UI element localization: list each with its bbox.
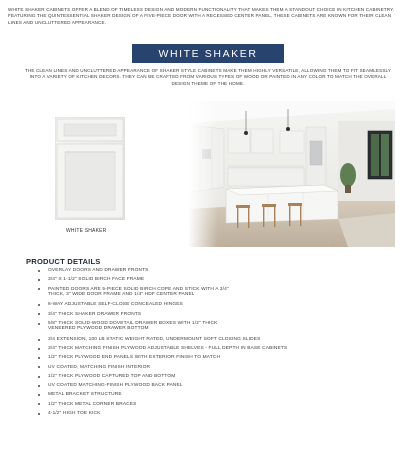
bullet-icon (38, 313, 40, 315)
detail-item (34, 326, 374, 335)
style-description: THE CLEAN LINES AND UNCLUTTERED APPEARANCE OF SHAKER STYLE CABINETS MAKE THEM HIGHLY VERSATILE, ALLOWING THEM TO FIT SEAMLESSLY INTO A VARIETY OF KITCHEN DECORS. THEY CAN BE CRAFTED FROM VARIOUS TYPES OF WOOD OR PAINTED IN ANY COLOR TO MATCH THE OVERALL DESIGN THEME OF THE HOME. (24, 68, 392, 86)
detail-item (34, 344, 374, 353)
bullet-icon (38, 403, 40, 405)
detail-item (34, 335, 374, 344)
detail-text: 3/4" THICK MATCHING FINISH PLYWOOD ADJUSTABLE SHELVES - FULL DEPTH IN BASE CABINETS (48, 346, 288, 352)
kitchen-photo (188, 101, 395, 247)
detail-text: UV COATED MATCHING-FINISH PLYWOOD BACK PANEL (48, 383, 183, 389)
detail-item (34, 390, 374, 399)
bullet-icon (38, 376, 40, 378)
intro-paragraph: WHITE SHAKER CABINETS OFFER A BLEND OF TIMELESS DESIGN AND MODERN FUNCTIONALITY THAT MAKES THEM A STANDOUT CHOICE IN KITCHEN CABINETRY. FEATURING THE QUINTESSENTIAL SHAKER DESIGN OF A FIVE-PIECE DOOR WITH A RECESSED CENTER PANEL, THESE CABINETS ARE KNOWN FOR THEIR CLEAN LINES AND UNCLUTTERED APPEARANCE. (8, 7, 395, 25)
banner-title: WHITE SHAKER (158, 47, 258, 60)
detail-item (34, 275, 374, 284)
detail-item (34, 381, 374, 390)
bullet-icon (38, 385, 40, 387)
detail-text: 4-1/2" HIGH TOE KICK (48, 410, 101, 416)
detail-text: 5/8" THICK SOLID-WOOD DOVETAIL DRAWER BOXES WITH 1/2" THICK (48, 320, 218, 326)
detail-text: 3/4" THICK SHAKER DRAWER FRONTS (48, 311, 142, 317)
detail-text: PAINTED DOORS ARE 5-PIECE SOLID BIRCH COPE AND STICK WITH A 3/4" (48, 286, 229, 292)
bullet-icon (38, 339, 40, 341)
detail-text: 1/2" THICK METAL CORNER BRACES (48, 401, 137, 407)
detail-text: 3/4" X 1-1/2" SOLID BIRCH FACE FRAME (48, 277, 145, 283)
detail-text: 6-WAY ADJUSTABLE SELF-CLOSE CONCEALED HINGES (48, 302, 183, 308)
bullet-icon (38, 413, 40, 415)
detail-item (34, 266, 374, 275)
detail-item (34, 353, 374, 362)
detail-item (34, 409, 374, 418)
door-caption: WHITE SHAKER (66, 228, 107, 234)
bullet-icon (38, 323, 40, 325)
detail-text: THICK, 3" WIDE DOOR FRAME AND 1/4" HDF CENTER PANEL (48, 291, 195, 297)
detail-text: 1/2" THICK PLYWOOD END PANELS WITH EXTERIOR FINISH TO MATCH (48, 355, 221, 361)
bullet-icon (38, 366, 40, 368)
detail-text: OVERLAY DOORS AND DRAWER FRONTS (48, 268, 149, 273)
bullet-icon (38, 279, 40, 281)
style-title-banner (132, 44, 284, 63)
bullet-icon (38, 394, 40, 396)
product-details-list (34, 266, 374, 418)
detail-item (34, 292, 374, 301)
bullet-icon (38, 304, 40, 306)
bullet-icon (38, 288, 40, 290)
detail-item (34, 400, 374, 409)
detail-text: 1/2" THICK PLYWOOD CAPTURED TOP AND BOTTOM (48, 373, 176, 379)
detail-item (34, 363, 374, 372)
detail-item (34, 300, 374, 309)
bullet-icon (38, 348, 40, 350)
bullet-icon (38, 270, 40, 272)
detail-text: METAL BRACKET STRUCTURE (48, 392, 122, 398)
door-sample-image (55, 117, 125, 220)
detail-text: 3/4 EXTENSION, 100 LB STATIC WEIGHT RATED, UNDERMOUNT SOFT CLOSING SLIDES (48, 336, 261, 342)
detail-text: VENEERED PLYWOOD DRAWER BOTTOM (48, 326, 149, 332)
detail-item (34, 372, 374, 381)
product-details-heading: PRODUCT DETAILS (26, 257, 101, 266)
detail-text: UV COATED, MATCHING FINISH INTERIOR (48, 364, 151, 370)
bullet-icon (38, 357, 40, 359)
detail-item (34, 310, 374, 319)
